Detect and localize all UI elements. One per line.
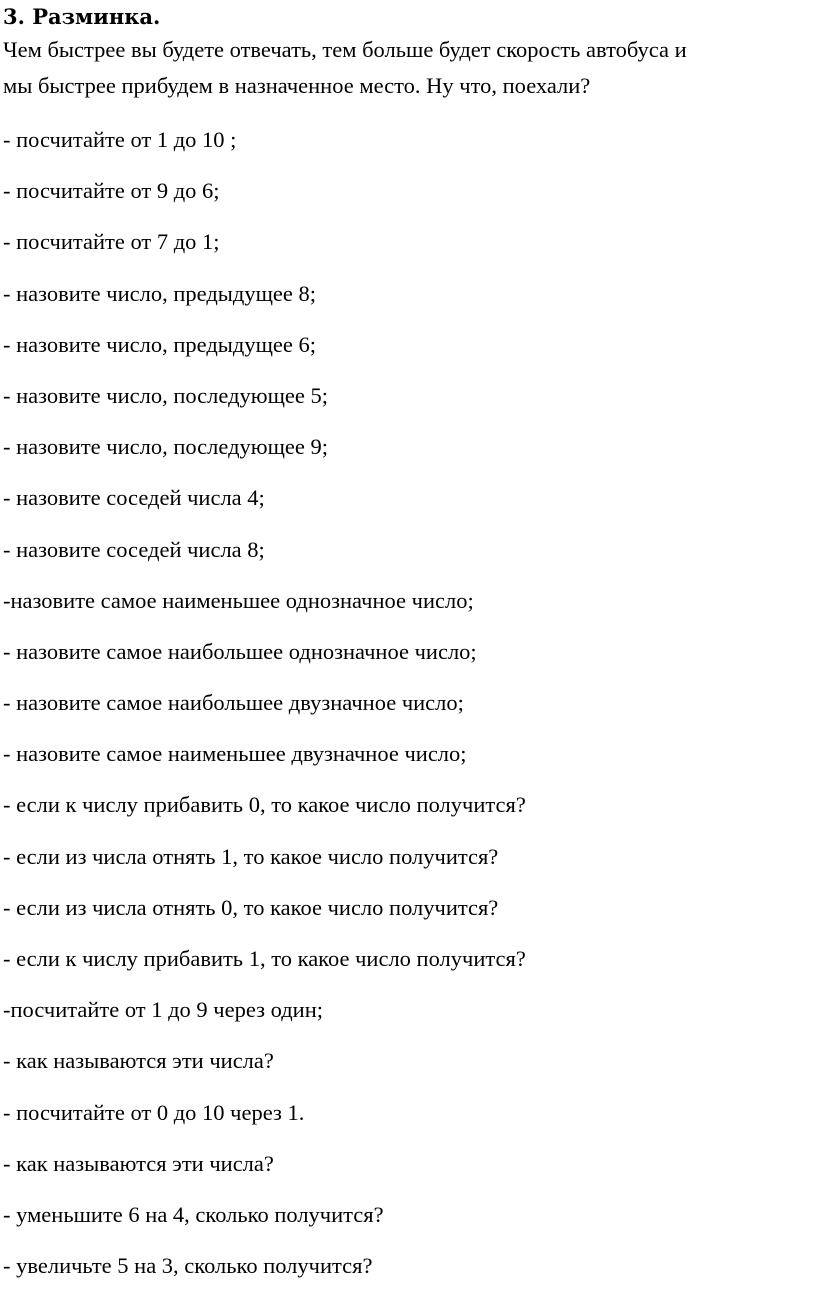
task-item: - если из числа отнять 1, то какое число получится? — [3, 843, 499, 869]
task-list — [3, 114, 813, 1291]
task-item: - если из числа отнять 0, то какое число получится? — [3, 894, 499, 920]
task-item: - посчитайте от 7 до 1; — [3, 229, 220, 255]
task-item: - посчитайте от 1 до 10 ; — [3, 127, 237, 152]
task-item: - назовите соседей числа 4; — [3, 485, 265, 511]
task-item: - увеличьте 5 на 3, сколько получится? — [3, 1253, 373, 1279]
task-item: - как называются эти числа? — [3, 1048, 274, 1074]
task-item: - как называются эти числа? — [3, 1150, 274, 1176]
task-item: -посчитайте от 1 до 9 через один; — [3, 997, 324, 1023]
task-item: - если к числу прибавить 0, то какое число получится? — [3, 792, 526, 818]
task-item: - посчитайте от 0 до 10 через 1. — [3, 1099, 305, 1125]
task-item: - назовите соседей числа 8; — [3, 536, 265, 562]
intro-line: Чем быстрее вы будете отвечать, тем больше будет скорость автобуса и — [3, 37, 687, 62]
task-item: - назовите число, предыдущее 6; — [3, 331, 317, 357]
intro-paragraph — [3, 32, 813, 104]
task-item: - уменьшите 6 на 4, сколько получится? — [3, 1201, 384, 1227]
task-item: - назовите число, предыдущее 8; — [3, 280, 317, 306]
task-item: - назовите самое наименьшее двузначное число; — [3, 741, 467, 767]
task-item: - назовите самое наибольшее двузначное число; — [3, 690, 464, 716]
task-item: - посчитайте от 9 до 6; — [3, 178, 220, 204]
task-item: - назовите самое наибольшее однозначное число; — [3, 638, 477, 664]
section-heading: 3. Разминка. — [3, 4, 161, 29]
document-page — [3, 0, 813, 1291]
task-item: - если к числу прибавить 1, то какое число получится? — [3, 946, 526, 971]
task-item: - назовите число, последующее 5; — [3, 382, 329, 408]
task-item: - назовите число, последующее 9; — [3, 434, 329, 460]
task-item: -назовите самое наименьшее однозначное число; — [3, 587, 474, 613]
intro-line: мы быстрее прибудем в назначенное место. Ну что, поехали? — [3, 73, 591, 98]
